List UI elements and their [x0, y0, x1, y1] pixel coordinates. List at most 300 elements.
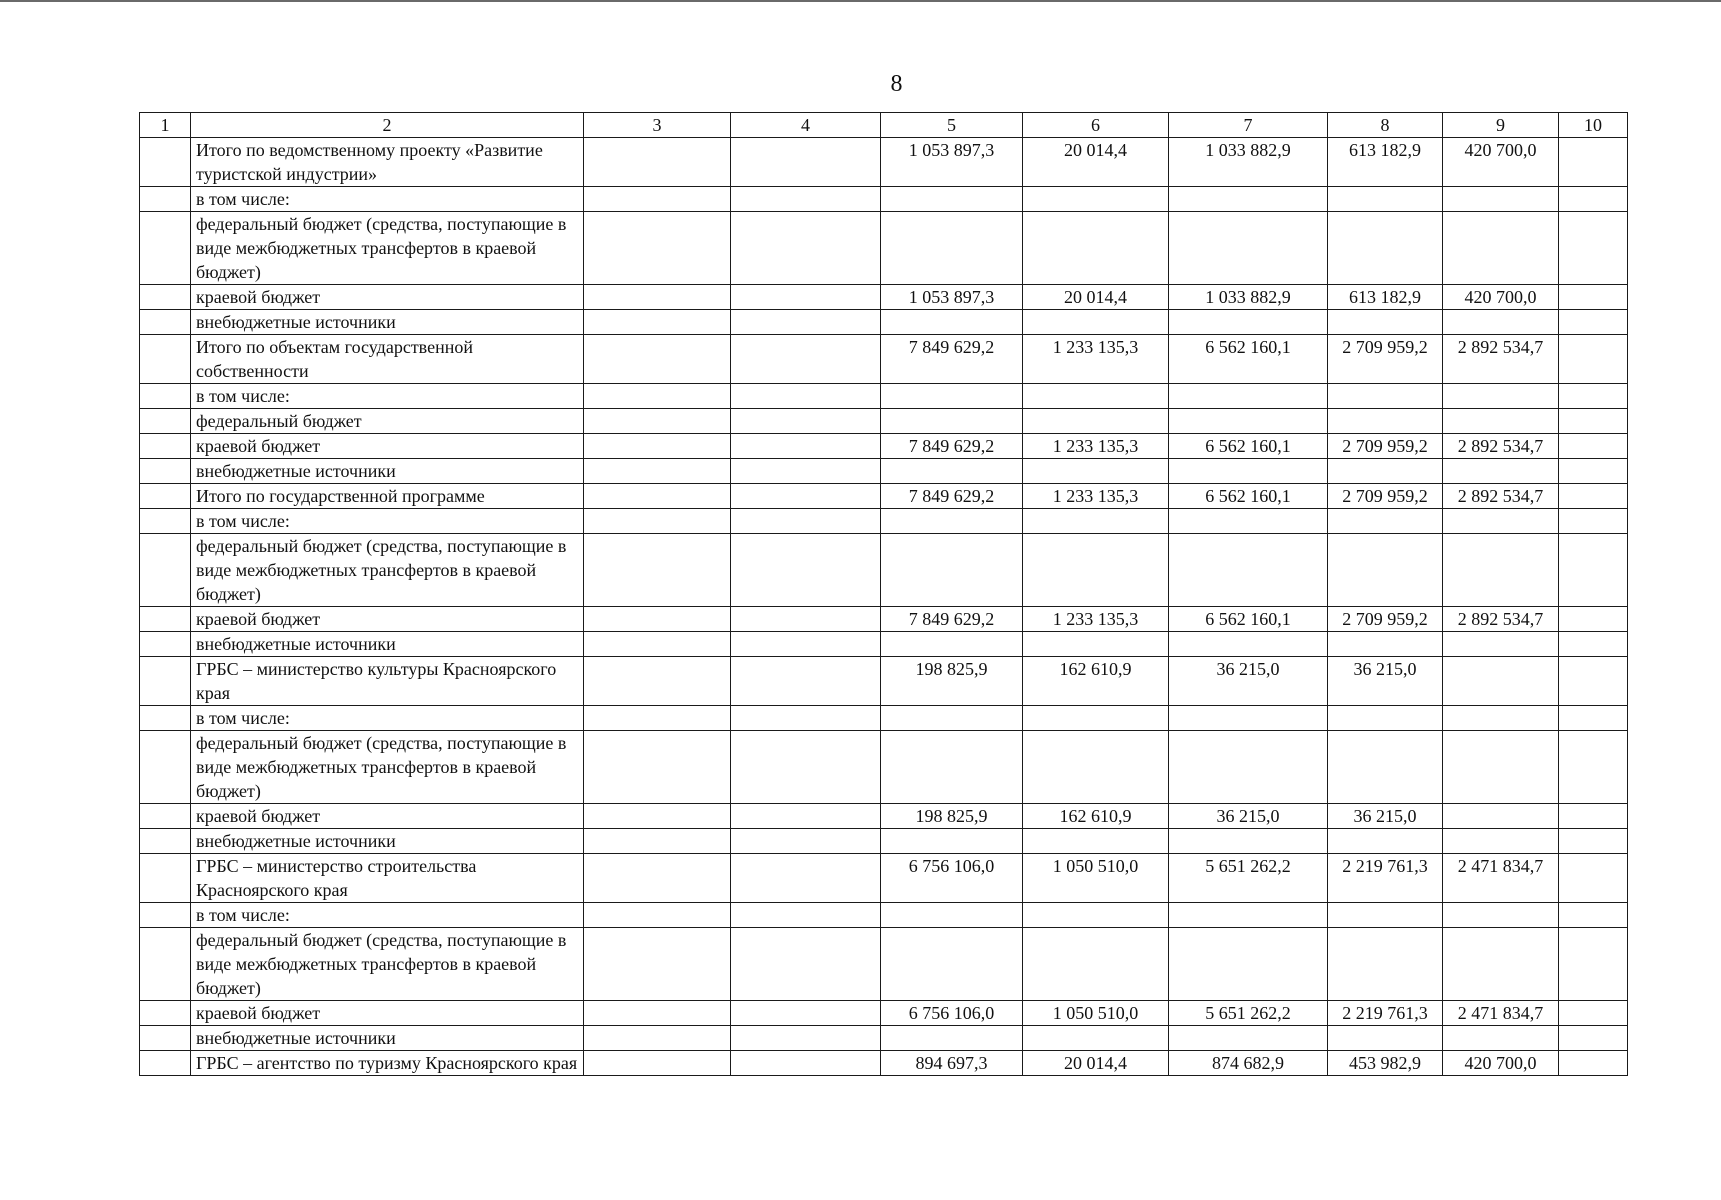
table-row	[140, 434, 1628, 459]
value-cell: 2 709 959,2	[1328, 484, 1443, 509]
row-label: внебюджетные источники	[191, 829, 584, 854]
empty-cell	[584, 928, 731, 1001]
empty-cell	[584, 854, 731, 903]
value-cell	[881, 187, 1023, 212]
row-index-cell	[140, 409, 191, 434]
value-cell: 874 682,9	[1169, 1051, 1328, 1076]
empty-cell	[584, 1051, 731, 1076]
column-header: 1	[140, 113, 191, 138]
value-cell: 6 756 106,0	[881, 1001, 1023, 1026]
row-index-cell	[140, 1051, 191, 1076]
table-row	[140, 829, 1628, 854]
table-row	[140, 1051, 1628, 1076]
value-cell	[881, 459, 1023, 484]
value-cell: 2 471 834,7	[1443, 854, 1559, 903]
table-row	[140, 484, 1628, 509]
empty-cell	[731, 138, 881, 187]
value-cell: 2 219 761,3	[1328, 854, 1443, 903]
row-index-cell	[140, 335, 191, 384]
table-row	[140, 310, 1628, 335]
empty-cell	[731, 212, 881, 285]
empty-cell	[731, 434, 881, 459]
row-index-cell	[140, 829, 191, 854]
value-cell	[1559, 384, 1628, 409]
row-index-cell	[140, 607, 191, 632]
value-cell: 7 849 629,2	[881, 434, 1023, 459]
value-cell: 420 700,0	[1443, 138, 1559, 187]
value-cell	[1443, 632, 1559, 657]
value-cell: 6 562 160,1	[1169, 484, 1328, 509]
row-index-cell	[140, 1001, 191, 1026]
value-cell	[1559, 335, 1628, 384]
empty-cell	[584, 607, 731, 632]
row-label: федеральный бюджет	[191, 409, 584, 434]
empty-cell	[584, 1026, 731, 1051]
empty-cell	[584, 731, 731, 804]
row-index-cell	[140, 509, 191, 534]
row-label: в том числе:	[191, 706, 584, 731]
value-cell	[1169, 509, 1328, 534]
row-label: федеральный бюджет (средства, поступающие в виде межбюджетных трансфертов в краевой бюджет)	[191, 212, 584, 285]
value-cell	[1023, 632, 1169, 657]
empty-cell	[584, 187, 731, 212]
table-row	[140, 1001, 1628, 1026]
value-cell	[1559, 632, 1628, 657]
empty-cell	[731, 928, 881, 1001]
value-cell	[1023, 459, 1169, 484]
row-label: Итого по государственной программе	[191, 484, 584, 509]
empty-cell	[584, 484, 731, 509]
table-row	[140, 1026, 1628, 1051]
row-index-cell	[140, 384, 191, 409]
empty-cell	[584, 804, 731, 829]
empty-cell	[731, 1026, 881, 1051]
empty-cell	[584, 409, 731, 434]
value-cell	[881, 731, 1023, 804]
value-cell: 1 053 897,3	[881, 285, 1023, 310]
value-cell: 613 182,9	[1328, 285, 1443, 310]
value-cell	[1328, 706, 1443, 731]
table-row	[140, 285, 1628, 310]
row-index-cell	[140, 285, 191, 310]
value-cell	[1169, 384, 1328, 409]
value-cell	[1328, 829, 1443, 854]
value-cell	[1169, 731, 1328, 804]
page-top-border	[0, 0, 1721, 2]
row-label: в том числе:	[191, 903, 584, 928]
table-row	[140, 854, 1628, 903]
empty-cell	[731, 459, 881, 484]
value-cell	[881, 212, 1023, 285]
value-cell	[1443, 903, 1559, 928]
table-row	[140, 212, 1628, 285]
value-cell	[1559, 903, 1628, 928]
value-cell: 453 982,9	[1328, 1051, 1443, 1076]
value-cell	[1328, 459, 1443, 484]
empty-cell	[731, 657, 881, 706]
value-cell: 1 233 135,3	[1023, 607, 1169, 632]
value-cell: 162 610,9	[1023, 657, 1169, 706]
value-cell	[881, 384, 1023, 409]
value-cell: 420 700,0	[1443, 285, 1559, 310]
empty-cell	[584, 335, 731, 384]
value-cell	[1169, 829, 1328, 854]
value-cell	[1169, 409, 1328, 434]
value-cell	[881, 632, 1023, 657]
value-cell	[1559, 310, 1628, 335]
row-label: в том числе:	[191, 187, 584, 212]
value-cell	[1559, 1026, 1628, 1051]
value-cell	[1443, 657, 1559, 706]
value-cell: 198 825,9	[881, 804, 1023, 829]
value-cell: 36 215,0	[1169, 804, 1328, 829]
column-numbers-row	[140, 113, 1628, 138]
table-row	[140, 509, 1628, 534]
empty-cell	[731, 534, 881, 607]
table-row	[140, 903, 1628, 928]
row-index-cell	[140, 310, 191, 335]
value-cell	[1328, 731, 1443, 804]
value-cell	[1169, 928, 1328, 1001]
table-body	[140, 113, 1628, 1076]
value-cell: 2 219 761,3	[1328, 1001, 1443, 1026]
value-cell	[1559, 212, 1628, 285]
value-cell: 36 215,0	[1328, 657, 1443, 706]
empty-cell	[731, 829, 881, 854]
value-cell: 7 849 629,2	[881, 607, 1023, 632]
table-row	[140, 607, 1628, 632]
value-cell	[1169, 187, 1328, 212]
value-cell: 7 849 629,2	[881, 484, 1023, 509]
empty-cell	[731, 1051, 881, 1076]
value-cell	[1023, 212, 1169, 285]
value-cell	[881, 509, 1023, 534]
value-cell	[881, 1026, 1023, 1051]
value-cell	[1023, 509, 1169, 534]
value-cell: 1 233 135,3	[1023, 484, 1169, 509]
row-index-cell	[140, 1026, 191, 1051]
value-cell: 6 756 106,0	[881, 854, 1023, 903]
value-cell: 894 697,3	[881, 1051, 1023, 1076]
empty-cell	[731, 632, 881, 657]
value-cell	[1443, 928, 1559, 1001]
table-row	[140, 384, 1628, 409]
empty-cell	[584, 212, 731, 285]
column-header: 6	[1023, 113, 1169, 138]
empty-cell	[584, 903, 731, 928]
row-label: краевой бюджет	[191, 1001, 584, 1026]
value-cell: 1 050 510,0	[1023, 1001, 1169, 1026]
empty-cell	[731, 187, 881, 212]
value-cell	[1023, 310, 1169, 335]
value-cell	[1559, 1001, 1628, 1026]
value-cell	[1443, 187, 1559, 212]
table-row	[140, 335, 1628, 384]
value-cell	[1443, 459, 1559, 484]
page-number: 8	[890, 71, 903, 97]
value-cell	[1559, 459, 1628, 484]
value-cell	[1023, 829, 1169, 854]
row-label: краевой бюджет	[191, 285, 584, 310]
row-index-cell	[140, 903, 191, 928]
value-cell	[1559, 285, 1628, 310]
value-cell	[1443, 804, 1559, 829]
value-cell	[1023, 706, 1169, 731]
value-cell	[1559, 854, 1628, 903]
value-cell	[881, 706, 1023, 731]
value-cell: 1 233 135,3	[1023, 335, 1169, 384]
value-cell	[1169, 534, 1328, 607]
row-label: краевой бюджет	[191, 607, 584, 632]
value-cell	[1559, 706, 1628, 731]
value-cell	[1328, 310, 1443, 335]
value-cell: 36 215,0	[1169, 657, 1328, 706]
value-cell	[1559, 409, 1628, 434]
value-cell	[1443, 706, 1559, 731]
row-label: в том числе:	[191, 384, 584, 409]
row-label: внебюджетные источники	[191, 1026, 584, 1051]
row-label: в том числе:	[191, 509, 584, 534]
empty-cell	[731, 335, 881, 384]
column-header: 7	[1169, 113, 1328, 138]
value-cell: 20 014,4	[1023, 138, 1169, 187]
empty-cell	[731, 384, 881, 409]
table-row	[140, 657, 1628, 706]
empty-cell	[584, 534, 731, 607]
value-cell	[881, 310, 1023, 335]
value-cell	[1328, 534, 1443, 607]
row-index-cell	[140, 212, 191, 285]
column-header: 2	[191, 113, 584, 138]
table-row	[140, 187, 1628, 212]
row-label: федеральный бюджет (средства, поступающие в виде межбюджетных трансфертов в краевой бюджет)	[191, 534, 584, 607]
row-index-cell	[140, 804, 191, 829]
empty-cell	[584, 632, 731, 657]
value-cell	[1443, 384, 1559, 409]
value-cell	[1169, 459, 1328, 484]
column-header: 10	[1559, 113, 1628, 138]
row-index-cell	[140, 928, 191, 1001]
empty-cell	[731, 409, 881, 434]
value-cell	[1443, 409, 1559, 434]
row-label: ГРБС – агентство по туризму Красноярского края	[191, 1051, 584, 1076]
table-row	[140, 928, 1628, 1001]
value-cell: 2 892 534,7	[1443, 335, 1559, 384]
empty-cell	[731, 285, 881, 310]
empty-cell	[584, 706, 731, 731]
row-index-cell	[140, 534, 191, 607]
value-cell: 36 215,0	[1328, 804, 1443, 829]
value-cell	[1559, 1051, 1628, 1076]
value-cell	[1023, 409, 1169, 434]
table-row	[140, 804, 1628, 829]
column-header: 5	[881, 113, 1023, 138]
value-cell	[1443, 731, 1559, 804]
value-cell	[1559, 509, 1628, 534]
row-index-cell	[140, 138, 191, 187]
table-row	[140, 731, 1628, 804]
value-cell	[1328, 1026, 1443, 1051]
row-index-cell	[140, 706, 191, 731]
empty-cell	[731, 509, 881, 534]
value-cell	[1559, 434, 1628, 459]
value-cell	[881, 829, 1023, 854]
empty-cell	[731, 804, 881, 829]
row-index-cell	[140, 459, 191, 484]
empty-cell	[584, 138, 731, 187]
empty-cell	[584, 1001, 731, 1026]
value-cell: 20 014,4	[1023, 285, 1169, 310]
value-cell	[1169, 706, 1328, 731]
value-cell	[1023, 928, 1169, 1001]
value-cell: 2 709 959,2	[1328, 434, 1443, 459]
table-row	[140, 138, 1628, 187]
value-cell	[1023, 384, 1169, 409]
empty-cell	[731, 310, 881, 335]
column-header: 4	[731, 113, 881, 138]
empty-cell	[584, 434, 731, 459]
empty-cell	[584, 509, 731, 534]
value-cell	[881, 928, 1023, 1001]
row-index-cell	[140, 484, 191, 509]
table-row	[140, 706, 1628, 731]
column-header: 3	[584, 113, 731, 138]
table-row	[140, 534, 1628, 607]
value-cell	[1328, 632, 1443, 657]
value-cell: 1 053 897,3	[881, 138, 1023, 187]
row-label: внебюджетные источники	[191, 632, 584, 657]
value-cell	[1328, 409, 1443, 434]
value-cell	[1559, 187, 1628, 212]
row-label: ГРБС – министерство строительства Красноярского края	[191, 854, 584, 903]
value-cell: 2 892 534,7	[1443, 607, 1559, 632]
value-cell: 613 182,9	[1328, 138, 1443, 187]
empty-cell	[731, 854, 881, 903]
value-cell	[1169, 903, 1328, 928]
empty-cell	[584, 310, 731, 335]
value-cell	[1169, 1026, 1328, 1051]
empty-cell	[731, 706, 881, 731]
value-cell	[881, 903, 1023, 928]
value-cell: 1 233 135,3	[1023, 434, 1169, 459]
value-cell: 6 562 160,1	[1169, 607, 1328, 632]
value-cell	[1443, 509, 1559, 534]
value-cell	[1559, 928, 1628, 1001]
row-index-cell	[140, 434, 191, 459]
value-cell: 6 562 160,1	[1169, 335, 1328, 384]
value-cell: 420 700,0	[1443, 1051, 1559, 1076]
value-cell: 162 610,9	[1023, 804, 1169, 829]
row-label: краевой бюджет	[191, 434, 584, 459]
value-cell	[1023, 187, 1169, 212]
row-label: Итого по объектам государственной собственности	[191, 335, 584, 384]
value-cell	[1169, 212, 1328, 285]
value-cell	[881, 409, 1023, 434]
row-label: внебюджетные источники	[191, 459, 584, 484]
value-cell	[1023, 903, 1169, 928]
value-cell	[1328, 212, 1443, 285]
column-header: 8	[1328, 113, 1443, 138]
row-label: Итого по ведомственному проекту «Развитие туристской индустрии»	[191, 138, 584, 187]
value-cell: 2 471 834,7	[1443, 1001, 1559, 1026]
empty-cell	[731, 731, 881, 804]
value-cell: 1 033 882,9	[1169, 285, 1328, 310]
row-label: ГРБС – министерство культуры Красноярского края	[191, 657, 584, 706]
row-label: федеральный бюджет (средства, поступающие в виде межбюджетных трансфертов в краевой бюджет)	[191, 731, 584, 804]
row-index-cell	[140, 632, 191, 657]
value-cell	[1559, 731, 1628, 804]
row-index-cell	[140, 657, 191, 706]
value-cell: 5 651 262,2	[1169, 854, 1328, 903]
value-cell	[1169, 310, 1328, 335]
row-index-cell	[140, 731, 191, 804]
value-cell	[1443, 534, 1559, 607]
value-cell	[1559, 607, 1628, 632]
table-row	[140, 459, 1628, 484]
value-cell: 1 050 510,0	[1023, 854, 1169, 903]
value-cell	[881, 534, 1023, 607]
value-cell	[1559, 829, 1628, 854]
table-row	[140, 632, 1628, 657]
row-index-cell	[140, 187, 191, 212]
empty-cell	[584, 459, 731, 484]
value-cell: 1 033 882,9	[1169, 138, 1328, 187]
empty-cell	[584, 657, 731, 706]
budget-table	[139, 112, 1628, 1076]
empty-cell	[731, 607, 881, 632]
empty-cell	[584, 384, 731, 409]
empty-cell	[731, 903, 881, 928]
value-cell: 2 709 959,2	[1328, 335, 1443, 384]
value-cell	[1328, 509, 1443, 534]
value-cell: 198 825,9	[881, 657, 1023, 706]
value-cell: 5 651 262,2	[1169, 1001, 1328, 1026]
value-cell	[1328, 187, 1443, 212]
value-cell	[1328, 903, 1443, 928]
empty-cell	[731, 484, 881, 509]
value-cell: 2 709 959,2	[1328, 607, 1443, 632]
value-cell	[1023, 1026, 1169, 1051]
value-cell	[1328, 384, 1443, 409]
value-cell	[1023, 534, 1169, 607]
value-cell	[1328, 928, 1443, 1001]
empty-cell	[584, 285, 731, 310]
value-cell	[1023, 731, 1169, 804]
value-cell	[1443, 829, 1559, 854]
value-cell: 2 892 534,7	[1443, 484, 1559, 509]
row-label: внебюджетные источники	[191, 310, 584, 335]
value-cell: 7 849 629,2	[881, 335, 1023, 384]
value-cell	[1559, 138, 1628, 187]
value-cell	[1559, 484, 1628, 509]
value-cell	[1443, 1026, 1559, 1051]
value-cell	[1559, 804, 1628, 829]
row-label: краевой бюджет	[191, 804, 584, 829]
value-cell	[1559, 657, 1628, 706]
value-cell: 20 014,4	[1023, 1051, 1169, 1076]
value-cell	[1559, 534, 1628, 607]
column-header: 9	[1443, 113, 1559, 138]
value-cell: 2 892 534,7	[1443, 434, 1559, 459]
row-label: федеральный бюджет (средства, поступающие в виде межбюджетных трансфертов в краевой бюджет)	[191, 928, 584, 1001]
value-cell: 6 562 160,1	[1169, 434, 1328, 459]
row-index-cell	[140, 854, 191, 903]
value-cell	[1443, 212, 1559, 285]
empty-cell	[584, 829, 731, 854]
table-row	[140, 409, 1628, 434]
value-cell	[1443, 310, 1559, 335]
empty-cell	[731, 1001, 881, 1026]
